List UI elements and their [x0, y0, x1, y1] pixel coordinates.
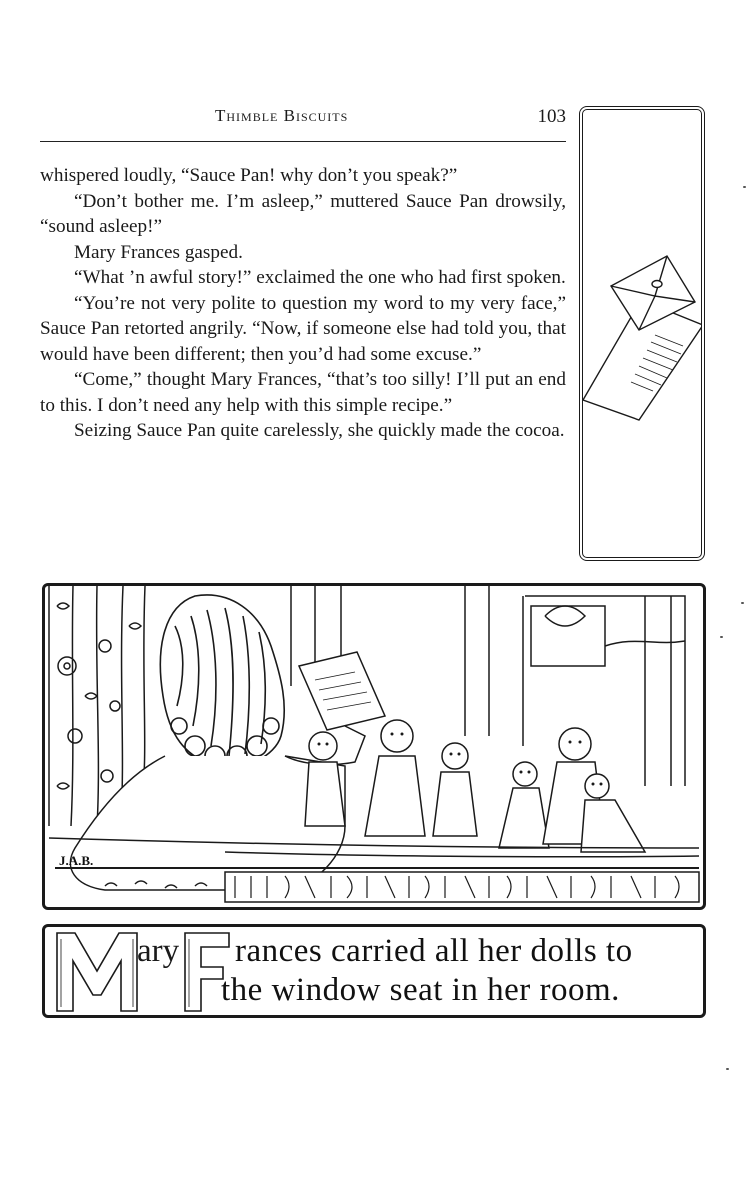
- side-frame-envelope-illustration: [579, 106, 705, 561]
- body-text: [40, 163, 566, 444]
- caption-line-2: the window seat in her room.: [221, 972, 620, 1008]
- illustration-caption: [42, 924, 706, 1018]
- page-number: 103: [537, 106, 566, 127]
- paragraph: “Don’t bother me. I’m asleep,” muttered Sauce Pan drowsily, “sound asleep!”: [40, 190, 566, 237]
- illustration-girl-with-dolls: [42, 583, 706, 910]
- print-speck: [720, 636, 723, 638]
- header-rule: [40, 141, 566, 142]
- paragraph: Seizing Sauce Pan quite carelessly, she quickly made the cocoa.: [74, 420, 565, 441]
- paragraph: “What ’n awful story!” exclaimed the one who had first spoken.: [74, 267, 566, 288]
- running-title: Thimble Biscuits: [215, 106, 349, 125]
- print-speck: [743, 186, 746, 188]
- print-speck: [726, 1068, 729, 1070]
- envelope-letter-drawing: [583, 110, 701, 557]
- paragraph: “Come,” thought Mary Frances, “that’s too silly! I’ll put an end to this. I don’t need any help with this simple recipe.”: [40, 369, 566, 416]
- paragraph: “You’re not very polite to question my word to my very face,” Sauce Pan retorted angrily. “Now, if someone else had told you, that would have been different; then you’d had some excuse.”: [40, 292, 566, 365]
- paragraph: Mary Frances gasped.: [74, 241, 243, 263]
- initial-m: [57, 933, 137, 1011]
- window-seat-scene: [45, 586, 703, 907]
- caption-line-1: rances carried all her dolls to: [235, 933, 633, 969]
- artist-monogram: J.A.B.: [59, 853, 94, 868]
- running-head: [40, 106, 566, 132]
- print-speck: [741, 602, 744, 604]
- paragraph: whispered loudly, “Sauce Pan! why don’t you speak?”: [40, 165, 458, 186]
- caption-fragment-ary: ary: [137, 933, 180, 969]
